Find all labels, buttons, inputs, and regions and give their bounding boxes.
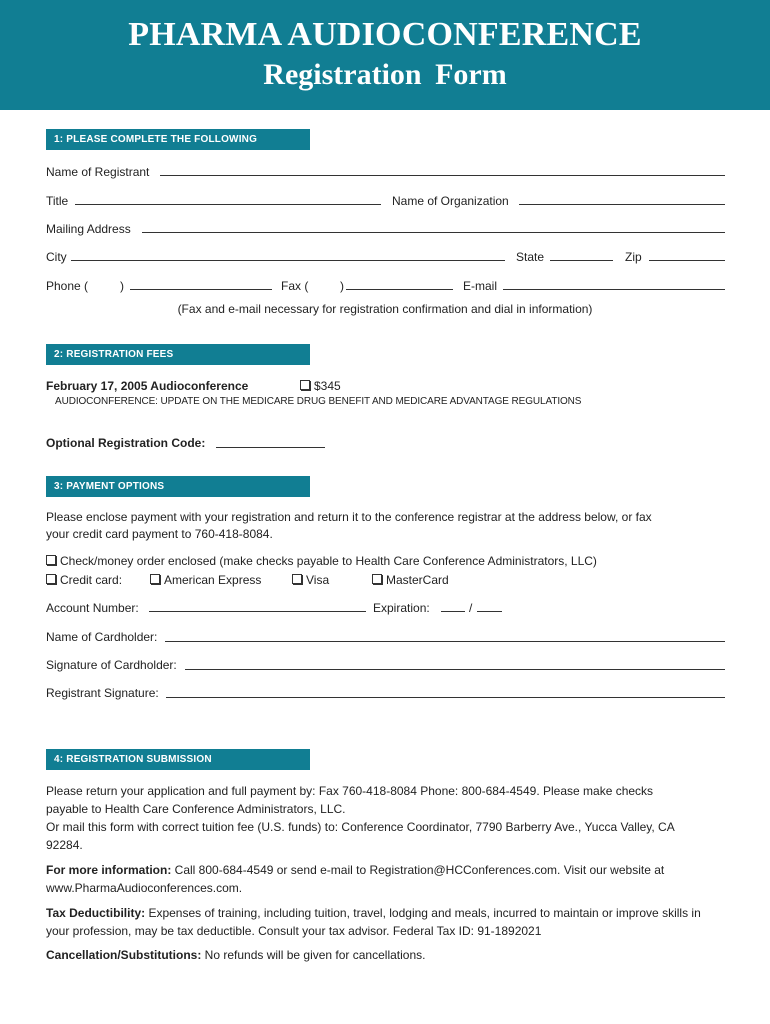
- expiration-month-field[interactable]: [441, 611, 465, 612]
- tax-label: Tax Deductibility:: [46, 906, 146, 920]
- city-label: City: [46, 250, 67, 264]
- account-number-field[interactable]: [149, 611, 366, 612]
- state-label: State: [516, 250, 545, 264]
- expiration-label: Expiration:: [373, 601, 430, 615]
- section-2-heading: 2: REGISTRATION FEES: [46, 344, 310, 365]
- expiration-year-field[interactable]: [477, 611, 502, 612]
- price-checkbox[interactable]: [300, 380, 310, 390]
- name-of-registrant-field[interactable]: [160, 175, 725, 176]
- event-date: February 17, 2005 Audioconference: [46, 379, 249, 393]
- fax-label: Fax (: [281, 279, 309, 293]
- cancellation-label: Cancellation/Substitutions:: [46, 948, 202, 962]
- organization-label: Name of Organization: [392, 194, 509, 208]
- check-option[interactable]: [46, 554, 597, 568]
- mastercard-checkbox[interactable]: [372, 574, 382, 584]
- registration-code-label: Optional Registration Code:: [46, 436, 206, 450]
- contact-note: (Fax and e-mail necessary for registration confirmation and dial in information): [177, 302, 593, 316]
- tax-text-2: your profession, may be tax deductible. Consult your tax advisor. Federal Tax ID: 91-1892021: [46, 924, 542, 938]
- tax-text-1: Expenses of training, including tuition, travel, lodging and meals, incurred to maintain or improve skills in: [145, 906, 701, 920]
- mailing-address-label: Mailing Address: [46, 222, 131, 236]
- phone-field[interactable]: [130, 289, 272, 290]
- mastercard-label: MasterCard: [386, 573, 449, 587]
- price-option[interactable]: [300, 379, 341, 393]
- submission-line-4: 92284.: [46, 838, 83, 852]
- more-information: [46, 861, 736, 897]
- city-field[interactable]: [71, 260, 505, 261]
- website-text: www.PharmaAudioconferences.com.: [46, 881, 243, 895]
- check-checkbox[interactable]: [46, 555, 56, 565]
- amex-option[interactable]: [150, 573, 261, 587]
- visa-checkbox[interactable]: [292, 574, 302, 584]
- mastercard-option[interactable]: [372, 573, 449, 587]
- form-subtitle: Registration Form: [263, 58, 507, 91]
- form-title: PHARMA AUDIOCONFERENCE: [128, 16, 642, 53]
- email-label: E-mail: [463, 279, 498, 293]
- mailing-address-field[interactable]: [142, 232, 725, 233]
- cardholder-name-field[interactable]: [165, 641, 725, 642]
- organization-field[interactable]: [519, 204, 725, 205]
- phone-label: Phone (: [46, 279, 89, 293]
- registrant-signature-label: Registrant Signature:: [46, 686, 159, 700]
- credit-card-label: Credit card:: [60, 573, 123, 587]
- payment-intro-line-1: Please enclose payment with your registration and return it to the conference registrar at the address below, or fax: [46, 510, 652, 524]
- more-info-label: For more information:: [46, 863, 172, 877]
- submission-line-1: Please return your application and full payment by: Fax 760-418-8084 Phone: 800-684-4549. Please make checks: [46, 784, 654, 798]
- payment-intro-line-2: your credit card payment to 760-418-8084.: [46, 527, 273, 541]
- credit-card-checkbox[interactable]: [46, 574, 56, 584]
- zip-field[interactable]: [649, 260, 725, 261]
- tax-deductibility: [46, 904, 736, 940]
- registrant-signature-field[interactable]: [166, 697, 725, 698]
- registration-code-field[interactable]: [216, 447, 325, 448]
- cancellation-policy: [46, 946, 736, 964]
- amex-checkbox[interactable]: [150, 574, 160, 584]
- submission-line-3: Or mail this form with correct tuition fee (U.S. funds) to: Conference Coordinator, 7790 Barberry Ave., Yucca Valley, CA: [46, 820, 675, 834]
- more-info-text: Call 800-684-4549 or send e-mail to Registration@HCConferences.com. Visit our website at: [171, 863, 665, 877]
- account-number-label: Account Number:: [46, 601, 139, 615]
- title-label: Title: [46, 194, 69, 208]
- state-field[interactable]: [550, 260, 613, 261]
- name-of-registrant-label: Name of Registrant: [46, 165, 150, 179]
- cancellation-text: No refunds will be given for cancellations.: [201, 948, 426, 962]
- section-1-heading: 1: PLEASE COMPLETE THE FOLLOWING: [46, 129, 310, 150]
- cardholder-signature-field[interactable]: [185, 669, 725, 670]
- visa-option[interactable]: [292, 573, 329, 587]
- cardholder-signature-label: Signature of Cardholder:: [46, 658, 177, 672]
- check-option-label: Check/money order enclosed (make checks payable to Health Care Conference Administrators, LLC): [60, 554, 597, 568]
- submission-instructions: [46, 782, 736, 854]
- credit-card-option[interactable]: [46, 573, 122, 587]
- fax-field[interactable]: [346, 289, 453, 290]
- visa-label: Visa: [306, 573, 330, 587]
- amex-label: American Express: [164, 573, 262, 587]
- section-4-heading: 4: REGISTRATION SUBMISSION: [46, 749, 310, 770]
- phone-paren-close: ): [120, 279, 124, 293]
- event-title: AUDIOCONFERENCE: UPDATE ON THE MEDICARE DRUG BENEFIT AND MEDICARE ADVANTAGE REGULATIONS: [55, 396, 582, 407]
- zip-label: Zip: [625, 250, 642, 264]
- section-3-heading: 3: PAYMENT OPTIONS: [46, 476, 310, 497]
- expiration-separator: /: [469, 601, 473, 615]
- email-field[interactable]: [503, 289, 725, 290]
- cardholder-name-label: Name of Cardholder:: [46, 630, 158, 644]
- submission-line-2: payable to Health Care Conference Administrators, LLC.: [46, 802, 346, 816]
- title-field[interactable]: [75, 204, 381, 205]
- form-header: [0, 0, 770, 110]
- price-label: $345: [314, 379, 341, 393]
- fax-paren-close: ): [340, 279, 344, 293]
